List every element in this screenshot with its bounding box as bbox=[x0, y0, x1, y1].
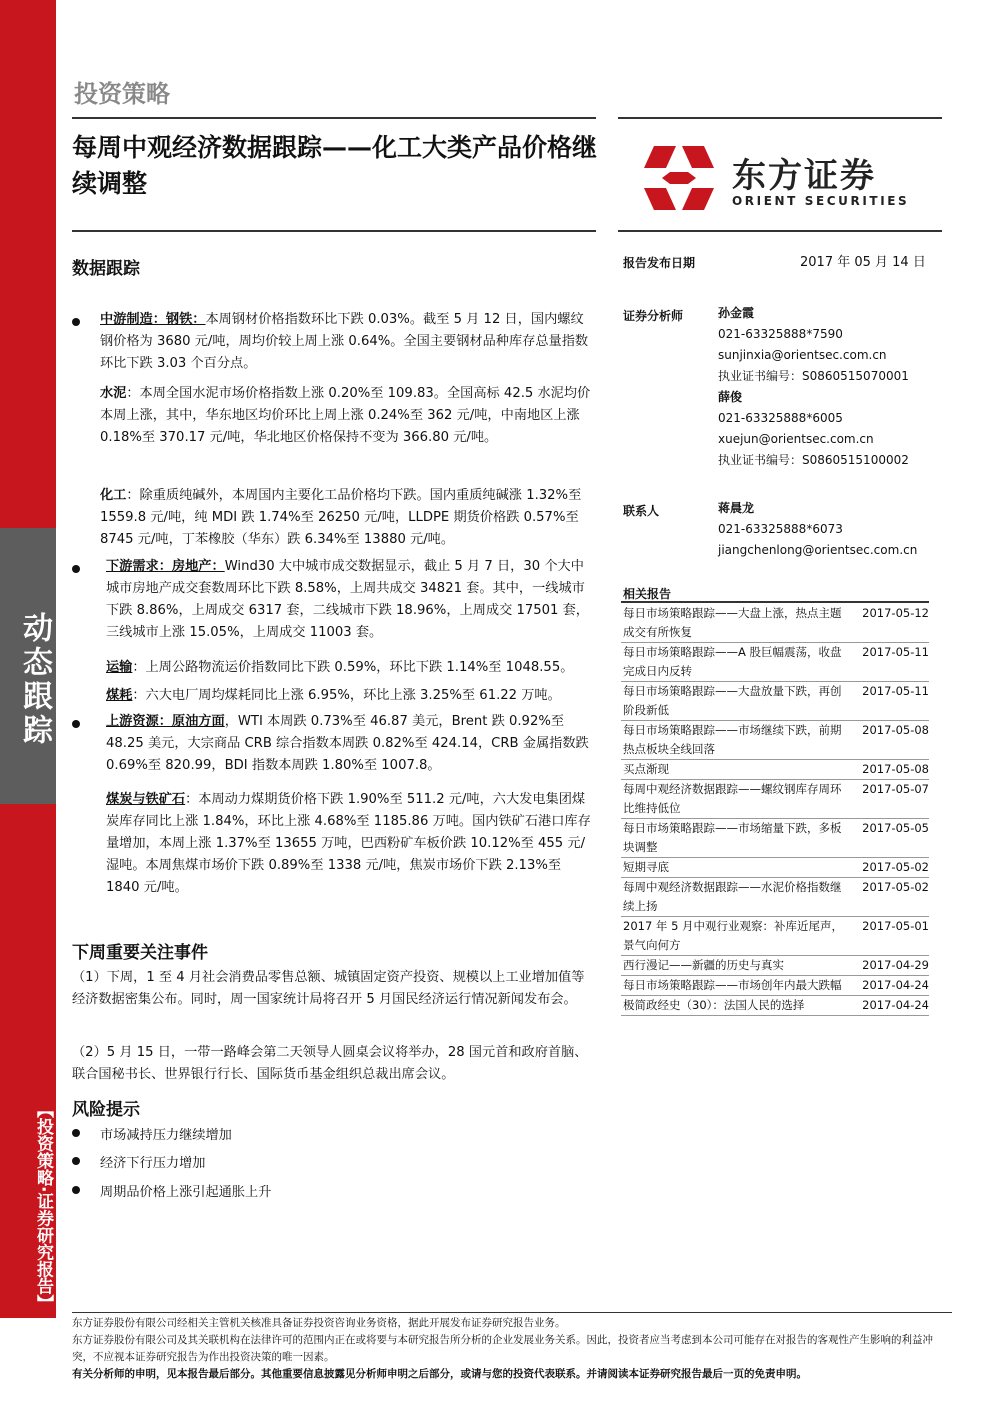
analyst-1 bbox=[718, 303, 909, 471]
text-transport: ：上周公路物流运价指数同比下跌 0.59%，环比下跌 1.14%至 1048.55。 bbox=[132, 660, 574, 675]
related-report-title[interactable]: 西行漫记——新疆的历史与真实 bbox=[621, 956, 847, 976]
sidebar-label-report-series: 【投资策略·证券研究报告】 bbox=[33, 1100, 53, 1312]
bullet-icon bbox=[72, 1157, 80, 1165]
logo-english-name: ORIENT SECURITIES bbox=[732, 194, 910, 208]
footer-disclaimer-2: 东方证券股份有限公司及其关联机构在法律许可的范围内正在或将要与本研究报告所分析的企业发展业务关系。因此，投资者应当考虑到本公司可能存在对报告的客观性产生影响的利益冲突，不应视本证券研究报告为作出投资决策的唯一因素。 bbox=[72, 1334, 933, 1363]
related-report-row[interactable] bbox=[621, 819, 929, 858]
footer-rule bbox=[72, 1312, 952, 1313]
title-rule-bottom bbox=[72, 230, 596, 232]
event-1: （1）下周，1 至 4 月社会消费品零售总额、城镇固定资产投资、规模以上工业增加值等经济数据密集公布。同时，周一国家统计局将召开 5 月国民经济运行情况新闻发布会。 bbox=[72, 970, 585, 1007]
category-label: 投资策略 bbox=[74, 80, 170, 108]
section-heading-risk: 风险提示 bbox=[72, 1100, 140, 1120]
related-report-row[interactable] bbox=[621, 858, 929, 878]
contact-label: 联系人 bbox=[623, 504, 660, 518]
label-real-estate: 下游需求：房地产： bbox=[106, 559, 225, 574]
related-report-date: 2017-04-24 bbox=[847, 996, 929, 1016]
logo-rule-bottom bbox=[618, 230, 942, 232]
title-rule-top bbox=[72, 117, 596, 119]
related-report-row[interactable] bbox=[621, 682, 929, 721]
event-2: （2）5 月 15 日，一带一路峰会第二天领导人圆桌会议将举办，28 国元首和政府首脑、联合国秘书长、世界银行行长、国际货币基金组织总裁出席会议。 bbox=[72, 1045, 588, 1082]
paragraph-cement bbox=[100, 383, 596, 449]
paragraph-transport bbox=[106, 657, 596, 679]
related-report-row[interactable] bbox=[621, 976, 929, 996]
contact-person bbox=[718, 498, 917, 561]
text-steel: 本周钢材价格指数环比下跌 0.03%。截至 5 月 12 日，国内螺纹钢价格为 3680 元/吨，周均价较上周上涨 0.64%。全国主要钢材品种库存总量指数环比下跌 3.03 个百分点。 bbox=[100, 312, 589, 371]
text-coal-iron: ：本周动力煤期货价格下跌 1.90%至 511.2 元/吨，六大发电集团煤炭库存同比上涨 1.84%，环比上涨 4.68%至 1185.86 万吨。国内铁矿石港口库存量增加，本周上涨 1.37%至 13655 万吨，巴西粉矿车板价跌 10.12%至 455 元/湿吨。本周焦煤市场价下跌 0.89%至 1338 元/吨，焦炭市场价下跌 2.13%至 1840 元/吨。 bbox=[106, 792, 591, 895]
related-report-date: 2017-05-05 bbox=[847, 819, 929, 858]
related-report-title[interactable]: 买点渐现 bbox=[621, 760, 847, 780]
label-transport: 运输 bbox=[106, 660, 133, 675]
footer-disclaimer-1: 东方证券股份有限公司经相关主管机关核准具备证券投资咨询业务资格，据此开展发布证券研究报告业务。 bbox=[72, 1317, 566, 1329]
related-report-row[interactable] bbox=[621, 643, 929, 682]
analyst-1-name: 孙金霞 bbox=[718, 306, 755, 320]
risk-item: 市场减持压力继续增加 bbox=[100, 1128, 232, 1143]
label-upstream: 上游资源：原油方面 bbox=[106, 714, 225, 729]
analyst-1-cert: 执业证书编号：S0860515070001 bbox=[718, 369, 909, 383]
related-report-date: 2017-05-01 bbox=[847, 917, 929, 956]
related-report-title[interactable]: 每日市场策略跟踪——市场缩量下跌，多板块调整 bbox=[621, 819, 847, 858]
label-cement: 水泥 bbox=[100, 386, 127, 401]
related-report-title[interactable]: 每周中观经济数据跟踪——螺纹钢库存周环比维持低位 bbox=[621, 780, 847, 819]
analyst-1-email[interactable]: sunjinxia@orientsec.com.cn bbox=[718, 348, 887, 362]
sidebar-label-report-type: 动态跟踪 bbox=[17, 612, 52, 748]
paragraph-upstream bbox=[106, 711, 596, 777]
related-report-date: 2017-05-07 bbox=[847, 780, 929, 819]
related-report-title[interactable]: 2017 年 5 月中观行业观察：补库近尾声，景气向何方 bbox=[621, 917, 847, 956]
related-report-date: 2017-04-24 bbox=[847, 976, 929, 996]
related-report-title[interactable]: 每周中观经济数据跟踪——水泥价格指数继续上扬 bbox=[621, 878, 847, 917]
release-date-label: 报告发布日期 bbox=[623, 256, 696, 270]
related-report-title[interactable]: 每日市场策略跟踪——大盘放量下跌，再创阶段新低 bbox=[621, 682, 847, 721]
release-date-value: 2017 年 05 月 14 日 bbox=[800, 255, 926, 270]
related-reports-rule bbox=[621, 601, 929, 603]
text-real-estate: Wind30 大中城市成交数据显示，截止 5 月 7 日，30 个大中城市房地产成交套数周环比下跌 8.58%，上周共成交 34821 套。其中，一线城市下跌 8.86%，上周成交 6317 套，二线城市下跌 18.96%，上周成交 17501 套，三线城市上涨 15.05%，上周成交 11003 套。 bbox=[106, 559, 589, 640]
related-report-row[interactable] bbox=[621, 721, 929, 760]
related-reports-table bbox=[621, 604, 929, 1016]
related-report-title[interactable]: 每日市场策略跟踪——市场继续下跌，前期热点板块全线回落 bbox=[621, 721, 847, 760]
text-upstream: ，WTI 本周跌 0.73%至 46.87 美元，Brent 跌 0.92%至 48.25 美元，大宗商品 CRB 综合指数本周跌 0.82%至 424.14，CRB 金属指数跌 0.69%至 820.99，BDI 指数本周跌 1.80%至 1007.8。 bbox=[106, 714, 589, 773]
analyst-label: 证券分析师 bbox=[623, 309, 684, 323]
bullet-icon bbox=[72, 1129, 80, 1137]
section-heading-data: 数据跟踪 bbox=[72, 259, 140, 279]
contact-name: 蒋晨龙 bbox=[718, 501, 755, 515]
risk-item: 周期品价格上涨引起通胀上升 bbox=[100, 1185, 272, 1200]
label-chemical: 化工 bbox=[100, 488, 127, 503]
bullet-icon bbox=[72, 1186, 80, 1194]
bullet-icon bbox=[72, 565, 80, 573]
related-report-title[interactable]: 每日市场策略跟踪——市场创年内最大跌幅 bbox=[621, 976, 847, 996]
related-report-date: 2017-05-02 bbox=[847, 878, 929, 917]
analyst-2-email[interactable]: xuejun@orientsec.com.cn bbox=[718, 432, 874, 446]
company-logo bbox=[636, 142, 926, 214]
related-report-row[interactable] bbox=[621, 878, 929, 917]
paragraph-coal-iron bbox=[106, 789, 596, 899]
logo-mark-icon bbox=[636, 142, 722, 214]
paragraph-real-estate bbox=[106, 556, 596, 644]
related-report-date: 2017-05-12 bbox=[847, 604, 929, 643]
label-coal-iron: 煤炭与铁矿石 bbox=[106, 792, 186, 807]
related-report-row[interactable] bbox=[621, 760, 929, 780]
paragraph-chemical bbox=[100, 485, 596, 551]
label-coal-consumption: 煤耗 bbox=[106, 688, 133, 703]
text-cement: ：本周全国水泥市场价格指数上涨 0.20%至 109.83。全国高标 42.5 水泥均价本周上涨，其中，华东地区均价环比上周上涨 0.24%至 362 元/吨，中南地区上涨 0.18%至 370.17 元/吨，华北地区价格保持不变为 366.80 元/吨。 bbox=[100, 386, 591, 445]
related-report-row[interactable] bbox=[621, 604, 929, 643]
bullet-icon bbox=[72, 720, 80, 728]
text-chemical: ：除重质纯碱外，本周国内主要化工品价格均下跌。国内重质纯碱涨 1.32%至 1559.8 元/吨，纯 MDI 跌 1.74%至 26250 元/吨，LLDPE 期货价格跌 0.57%至 8745 元/吨，丁苯橡胶（华东）跌 6.34%至 13880 元/吨。 bbox=[100, 488, 582, 547]
related-report-date: 2017-04-29 bbox=[847, 956, 929, 976]
analyst-2-phone: 021-63325888*6005 bbox=[718, 411, 843, 425]
related-report-row[interactable] bbox=[621, 780, 929, 819]
bullet-icon bbox=[72, 318, 80, 326]
risk-item: 经济下行压力增加 bbox=[100, 1156, 206, 1171]
section-heading-events: 下周重要关注事件 bbox=[72, 943, 208, 963]
contact-email[interactable]: jiangchenlong@orientsec.com.cn bbox=[718, 543, 918, 557]
paragraph-coal-consumption bbox=[106, 685, 596, 707]
related-report-row[interactable] bbox=[621, 917, 929, 956]
related-reports-title: 相关报告 bbox=[623, 587, 672, 601]
related-report-title[interactable]: 短期寻底 bbox=[621, 858, 847, 878]
related-report-date: 2017-05-11 bbox=[847, 682, 929, 721]
related-report-row[interactable] bbox=[621, 956, 929, 976]
logo-rule-top bbox=[618, 117, 942, 119]
related-report-title[interactable]: 极简政经史（30）：法国人民的选择 bbox=[621, 996, 847, 1016]
sidebar-red-top bbox=[0, 0, 56, 528]
paragraph-steel bbox=[100, 309, 596, 375]
page-title: 每周中观经济数据跟踪——化工大类产品价格继续调整 bbox=[72, 133, 598, 198]
analyst-1-phone: 021-63325888*7590 bbox=[718, 327, 843, 341]
analyst-2-cert: 执业证书编号：S0860515100002 bbox=[718, 453, 909, 467]
related-report-title[interactable]: 每日市场策略跟踪——大盘上涨，热点主题成交有所恢复 bbox=[621, 604, 847, 643]
related-report-row[interactable] bbox=[621, 996, 929, 1016]
footer-disclaimer-3: 有关分析师的申明，见本报告最后部分。其他重要信息披露见分析师申明之后部分，或请与您的投资代表联系。并请阅读本证券研究报告最后一页的免责申明。 bbox=[72, 1368, 807, 1380]
text-coal-consumption: ：六大电厂周均煤耗同比上涨 6.95%，环比上涨 3.25%至 61.22 万吨。 bbox=[132, 688, 561, 703]
related-report-date: 2017-05-02 bbox=[847, 858, 929, 878]
contact-phone: 021-63325888*6073 bbox=[718, 522, 843, 536]
label-steel: 中游制造：钢铁： bbox=[100, 312, 206, 327]
related-report-date: 2017-05-11 bbox=[847, 643, 929, 682]
related-report-date: 2017-05-08 bbox=[847, 721, 929, 760]
related-report-title[interactable]: 每日市场策略跟踪——A 股巨幅震荡，收盘完成日内反转 bbox=[621, 643, 847, 682]
related-report-date: 2017-05-08 bbox=[847, 760, 929, 780]
logo-chinese-name: 东方证券 bbox=[732, 156, 876, 196]
analyst-2-name: 薛俊 bbox=[718, 390, 743, 404]
